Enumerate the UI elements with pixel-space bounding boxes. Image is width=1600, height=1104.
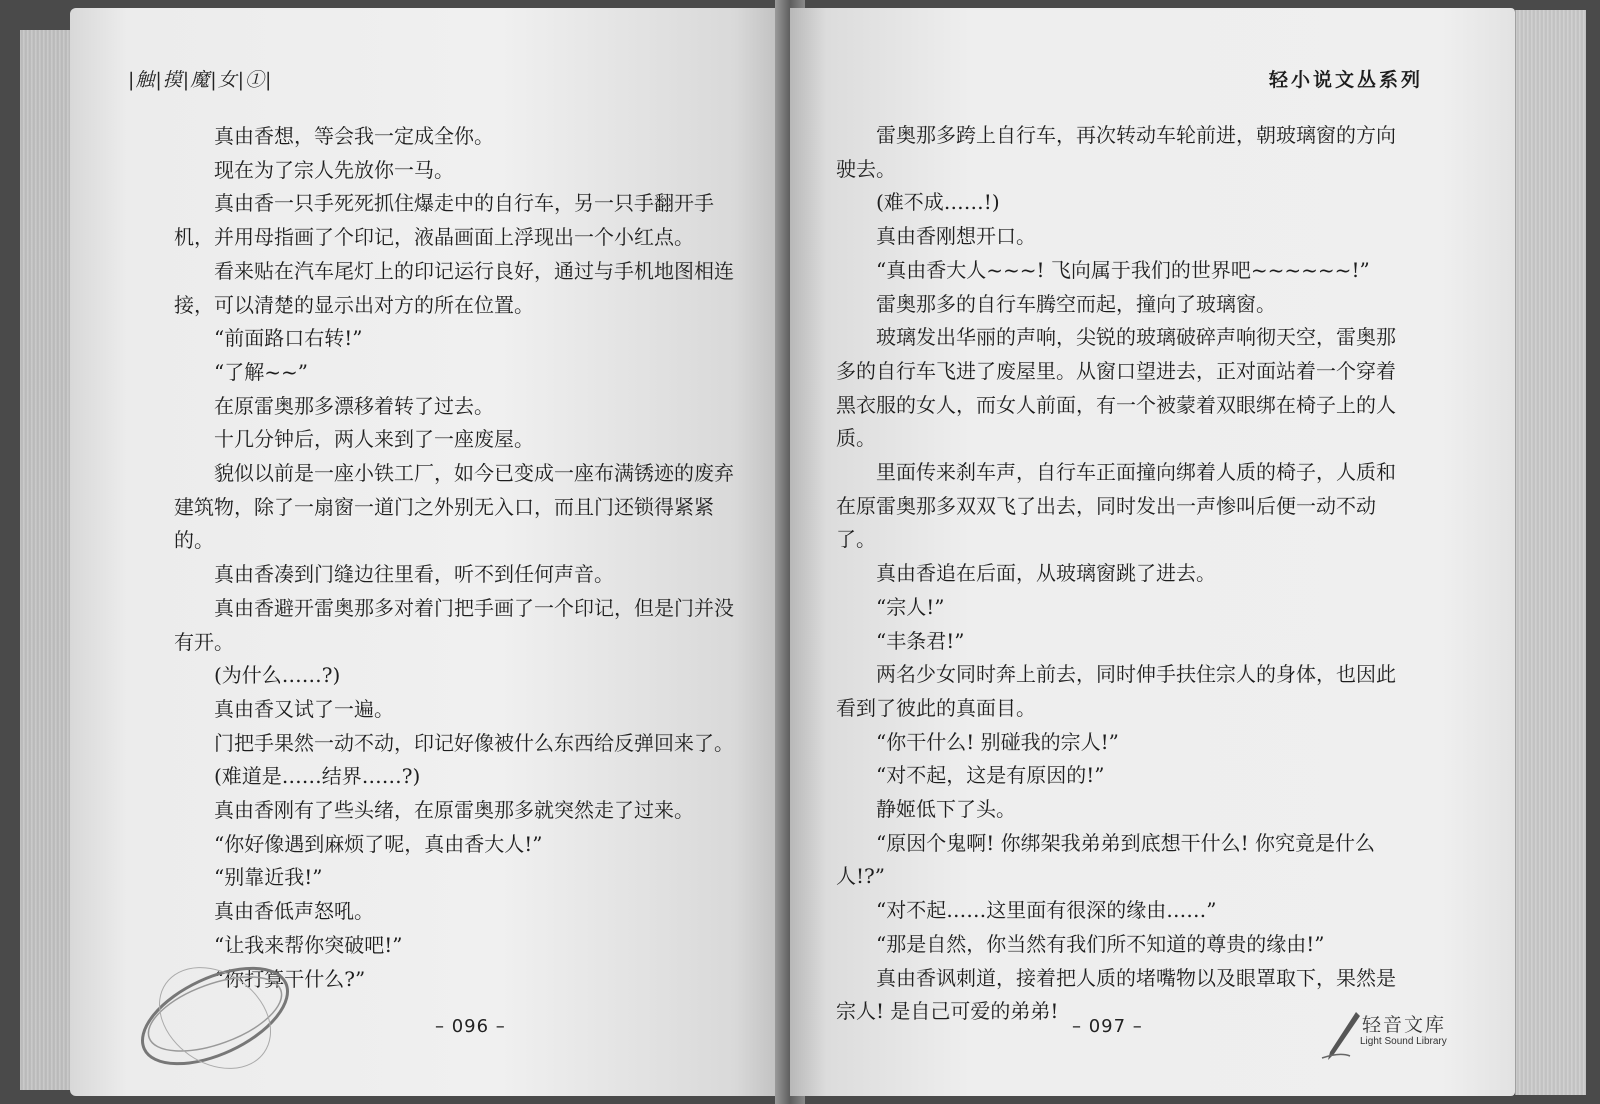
swirl-ornament <box>130 936 300 1076</box>
right-page <box>790 8 1515 1096</box>
paragraph: 静姬低下了头。 <box>876 797 1016 822</box>
paragraph: “对不起……这里面有很深的缘由……” <box>876 898 1217 923</box>
paragraph: 里面传来刹车声，自行车正面撞向绑着人质的椅子，人质和在原雷奥那多双双飞了出去，同时发出一声惨叫后便一动不动了。 <box>836 460 1396 552</box>
page-number-right: – 097 – <box>1072 1016 1143 1037</box>
paragraph: 两名少女同时奔上前去，同时伸手扶住宗人的身体，也因此看到了彼此的真面目。 <box>836 662 1396 720</box>
paragraph: (难道是……结界……?) <box>214 764 421 789</box>
paragraph: “原因个鬼啊! 你绑架我弟弟到底想干什么! 你究竟是什么人!?” <box>836 830 1376 889</box>
paragraph: 十几分钟后，两人来到了一座废屋。 <box>214 427 534 452</box>
paragraph: 真由香刚想开口。 <box>876 224 1036 249</box>
left-page <box>70 8 785 1096</box>
paragraph: “让我来帮你突破吧!” <box>214 932 403 957</box>
quill-pen-icon <box>1320 1008 1362 1062</box>
paragraph: “对不起，这是有原因的!” <box>876 763 1105 788</box>
paragraph: 真由香讽刺道，接着把人质的堵嘴物以及眼罩取下，果然是宗人! 是自己可爱的弟弟! <box>836 965 1396 1024</box>
paragraph: 现在为了宗人先放你一马。 <box>214 157 454 182</box>
paragraph: 真由香又试了一遍。 <box>214 696 394 721</box>
paragraph: 貌似以前是一座小铁工厂，如今已变成一座布满锈迹的废弃建筑物，除了一扇窗一道门之外别无入口，而且门还锁得紧紧的。 <box>174 461 734 553</box>
paragraph: 雷奥那多跨上自行车，再次转动车轮前进，朝玻璃窗的方向驶去。 <box>836 123 1396 181</box>
right-page-edges <box>1515 10 1586 1095</box>
paragraph: “了解~~” <box>214 359 308 384</box>
paragraph: “前面路口右转!” <box>214 326 363 351</box>
paragraph: “你好像遇到麻烦了呢，真由香大人!” <box>214 831 543 856</box>
page-number-left: – 096 – <box>435 1016 506 1037</box>
paragraph: (为什么……?) <box>214 663 341 688</box>
paragraph: 真由香一只手死死抓住爆走中的自行车，另一只手翻开手机，并用母指画了个印记，液晶画面上浮现出一个小红点。 <box>174 191 714 250</box>
running-header-right: 轻小说文丛系列 <box>1268 69 1423 91</box>
paragraph: 门把手果然一动不动，印记好像被什么东西给反弹回来了。 <box>214 730 734 755</box>
paragraph: 真由香低声怒吼。 <box>214 899 374 924</box>
paragraph: “你干什么! 别碰我的宗人!” <box>876 729 1119 754</box>
paragraph: 真由香追在后面，从玻璃窗跳了进去。 <box>876 561 1216 586</box>
paragraph: (难不成……!) <box>876 190 1000 215</box>
paragraph: 真由香想，等会我一定成全你。 <box>214 124 494 148</box>
paragraph: 真由香刚有了些头绪，在原雷奥那多就突然走了过来。 <box>214 798 694 823</box>
paragraph: 玻璃发出华丽的声响，尖锐的玻璃破碎声响彻天空，雷奥那多的自行车飞进了废屋里。从窗口望进去，正对面站着一个穿着黑衣服的女人，而女人前面，有一个被蒙着双眼绑在椅子上的人质。 <box>836 325 1396 451</box>
left-page-edges <box>20 30 75 1090</box>
paragraph: 真由香凑到门缝边往里看，听不到任何声音。 <box>214 562 614 587</box>
paragraph: 在原雷奥那多漂移着转了过去。 <box>214 393 494 418</box>
paragraph: “真由香大人~~~! 飞向属于我们的世界吧~~~~~~!” <box>876 257 1370 282</box>
logo-subtitle: Light Sound Library <box>1360 1036 1447 1047</box>
logo-title: 轻音文库 <box>1362 1014 1447 1036</box>
paragraph: “别靠近我!” <box>214 865 323 890</box>
right-page-body <box>836 119 1396 1029</box>
paragraph: “那是自然，你当然有我们所不知道的尊贵的缘由!” <box>876 931 1325 956</box>
publisher-logo <box>1320 1008 1480 1068</box>
running-header-left: |触|摸|魔|女|①| <box>128 69 273 91</box>
paragraph: “宗人!” <box>876 594 945 619</box>
paragraph: 看来贴在汽车尾灯上的印记运行良好，通过与手机地图相连接，可以清楚的显示出对方的所在位置。 <box>174 258 734 317</box>
paragraph: 真由香避开雷奥那多对着门把手画了一个印记，但是门并没有开。 <box>174 595 734 654</box>
left-page-body <box>174 120 734 996</box>
paragraph: “你打算干什么?” <box>214 966 366 991</box>
paragraph: “丰条君!” <box>876 628 965 653</box>
paragraph: 雷奥那多的自行车腾空而起，撞向了玻璃窗。 <box>876 291 1276 316</box>
